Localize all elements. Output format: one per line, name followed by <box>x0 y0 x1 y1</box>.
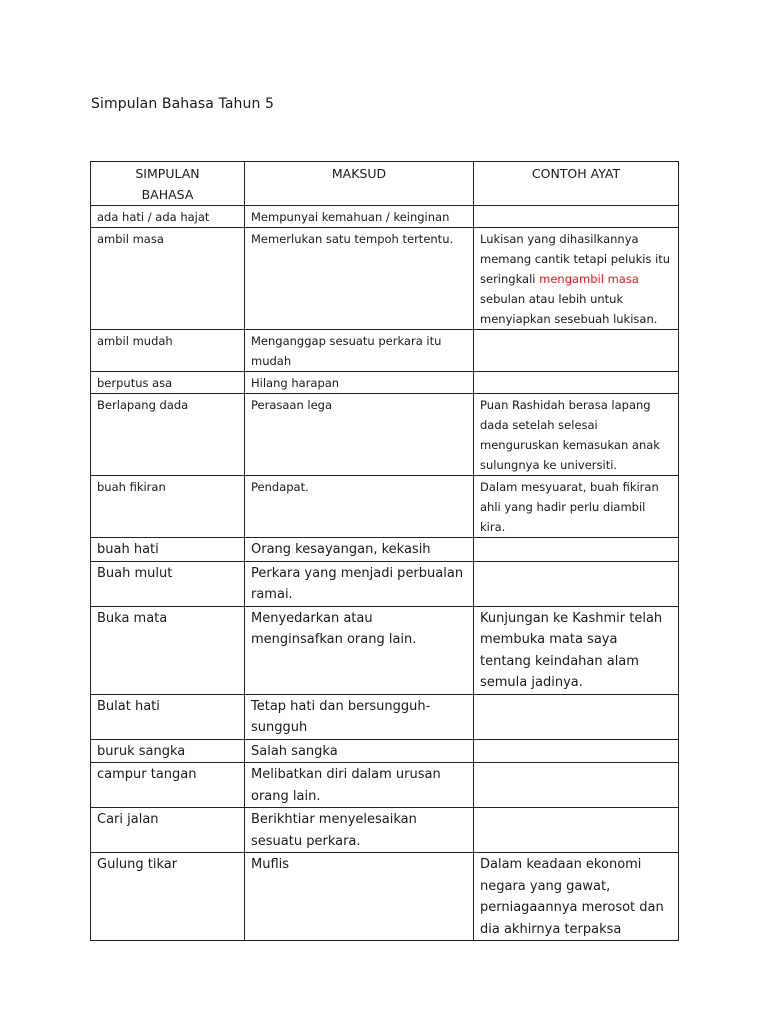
cell-contoh <box>474 739 679 763</box>
contoh-text-before: Lukisan yang dihasilkannya memang cantik tetapi pelukis itu seringkali <box>480 232 671 286</box>
table-row <box>91 694 679 739</box>
cell-simpulan: buah fikiran <box>91 476 245 538</box>
cell-simpulan: Berlapang dada <box>91 394 245 476</box>
table-row <box>91 538 679 562</box>
cell-contoh <box>474 763 679 808</box>
cell-simpulan: buah hati <box>91 538 245 562</box>
contoh-highlight-text: mengambil masa <box>539 272 639 286</box>
contoh-text-after: sebulan atau lebih untuk menyiapkan sesebuah lukisan. <box>480 292 658 326</box>
table-row <box>91 476 679 538</box>
document-title: Simpulan Bahasa Tahun 5 <box>91 96 275 112</box>
cell-contoh: Kunjungan ke Kashmir telah membuka mata saya tentang keindahan alam semula jadinya. <box>474 606 679 694</box>
cell-contoh <box>474 808 679 853</box>
cell-simpulan: campur tangan <box>91 763 245 808</box>
cell-contoh: Puan Rashidah berasa lapang dada setelah selesai menguruskan kemasukan anak sulungnya ke universiti. <box>474 394 679 476</box>
header-contoh-ayat: CONTOH AYAT <box>474 162 679 206</box>
cell-contoh <box>474 561 679 606</box>
cell-maksud: Perasaan lega <box>245 394 474 476</box>
header-simpulan-bahasa: SIMPULAN BAHASA <box>91 162 245 206</box>
cell-simpulan: Buah mulut <box>91 561 245 606</box>
table-row <box>91 739 679 763</box>
cell-maksud: Pendapat. <box>245 476 474 538</box>
cell-maksud: Mempunyai kemahuan / keinginan <box>245 206 474 228</box>
cell-simpulan: Bulat hati <box>91 694 245 739</box>
cell-contoh <box>474 228 679 330</box>
cell-simpulan: Cari jalan <box>91 808 245 853</box>
table-row <box>91 763 679 808</box>
table-row <box>91 561 679 606</box>
cell-simpulan: ada hati / ada hajat <box>91 206 245 228</box>
cell-contoh <box>474 538 679 562</box>
cell-contoh <box>474 330 679 372</box>
table-row <box>91 606 679 694</box>
cell-simpulan: ambil mudah <box>91 330 245 372</box>
cell-simpulan: Buka mata <box>91 606 245 694</box>
cell-maksud: Muflis <box>245 853 474 941</box>
cell-maksud: Memerlukan satu tempoh tertentu. <box>245 228 474 330</box>
cell-maksud: Salah sangka <box>245 739 474 763</box>
table-row <box>91 228 679 330</box>
header-maksud: MAKSUD <box>245 162 474 206</box>
table-row <box>91 330 679 372</box>
cell-maksud: Orang kesayangan, kekasih <box>245 538 474 562</box>
cell-maksud: Tetap hati dan bersungguh-sungguh <box>245 694 474 739</box>
cell-contoh <box>474 206 679 228</box>
table-row <box>91 372 679 394</box>
table-row <box>91 853 679 941</box>
cell-simpulan: Gulung tikar <box>91 853 245 941</box>
table-row <box>91 808 679 853</box>
table-row <box>91 394 679 476</box>
cell-maksud: Menganggap sesuatu perkara itu mudah <box>245 330 474 372</box>
cell-contoh: Dalam mesyuarat, buah fikiran ahli yang hadir perlu diambil kira. <box>474 476 679 538</box>
table-row <box>91 206 679 228</box>
table-header-row <box>91 162 679 206</box>
simpulan-bahasa-table <box>90 161 679 941</box>
cell-contoh <box>474 372 679 394</box>
cell-simpulan: ambil masa <box>91 228 245 330</box>
cell-simpulan: berputus asa <box>91 372 245 394</box>
cell-maksud: Perkara yang menjadi perbualan ramai. <box>245 561 474 606</box>
cell-maksud: Menyedarkan atau menginsafkan orang lain. <box>245 606 474 694</box>
cell-contoh: Dalam keadaan ekonomi negara yang gawat, perniagaannya merosot dan dia akhirnya terpaksa <box>474 853 679 941</box>
cell-maksud: Melibatkan diri dalam urusan orang lain. <box>245 763 474 808</box>
cell-maksud: Berikhtiar menyelesaikan sesuatu perkara. <box>245 808 474 853</box>
cell-simpulan: buruk sangka <box>91 739 245 763</box>
cell-contoh <box>474 694 679 739</box>
cell-maksud: Hilang harapan <box>245 372 474 394</box>
